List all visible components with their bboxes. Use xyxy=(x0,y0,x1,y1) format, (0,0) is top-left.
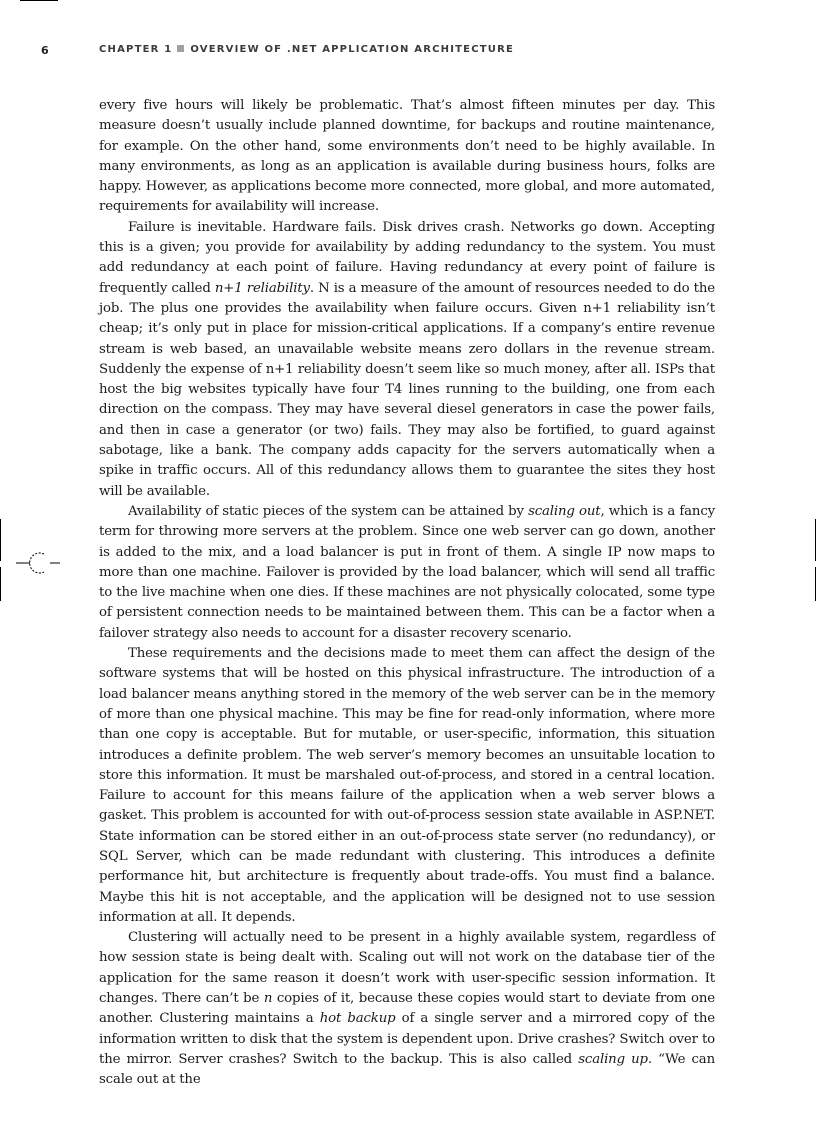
paragraph xyxy=(99,502,715,644)
crop-mark-left xyxy=(0,567,1,601)
paragraph-text: . N is a measure of the amount of resources needed to do the job. The plus one provides the availability when failure occurs. Given n+1 reliability isn’t cheap; it’s only put in place for mission-critical applications. If a company’s entire revenue stream is web based, an unavailable website means zero dollars in the revenue stream. Suddenly the expense of n+1 reliability doesn’t seem like so much money, after all. ISPs that host the big websites typically have four T4 lines running to the building, one from each direction on the compass. They may have several diesel generators in case the power fails, and then in case a generator (or two) fails. They may also be fortified, to guard against sabotage, like a bank. The company adds capacity for the servers automatically when a spike in traffic occurs. All of this redundancy allows them to guarantee the sites they host will be available. xyxy=(99,280,715,499)
chapter-title: OVERVIEW OF .NET APPLICATION ARCHITECTURE xyxy=(190,44,515,55)
paragraph xyxy=(99,644,715,928)
crop-mark-top xyxy=(20,0,58,1)
paragraph-text: Availability of static pieces of the system can be attained by xyxy=(128,503,529,519)
paragraph-text: copies of it, because these copies would start to deviate from one another. Clustering maintains a xyxy=(99,991,715,1027)
crop-mark-left xyxy=(0,519,1,561)
paragraph xyxy=(99,218,715,502)
emphasis-text: n+1 reliability xyxy=(214,280,310,296)
emphasis-text: scaling out xyxy=(528,503,601,519)
emphasis-text: scaling up xyxy=(578,1051,648,1067)
paragraph xyxy=(99,928,715,1090)
paragraph-text: . “We can scale out at the xyxy=(99,1051,715,1088)
chapter-heading xyxy=(99,44,514,55)
separator-square-icon xyxy=(177,45,184,52)
paragraph-text: Failure is inevitable. Hardware fails. Disk drives crash. Networks go down. Accepting this is a given; you provide for availability by adding redundancy to the system. You must add redundancy at each point of failure. Having redundancy at every point of failure is frequently called xyxy=(99,219,715,296)
paragraph-text: Clustering will actually need to be present in a highly available system, regardless of how session state is being dealt with. Scaling out will not work on the database tier of the application for the same reason it doesn’t work with user-specific session information. It changes. There can’t be xyxy=(99,930,715,1007)
body-text xyxy=(99,96,715,1091)
emphasis-text: n xyxy=(263,991,273,1007)
paragraph-text: every five hours will likely be problematic. That’s almost fifteen minutes per day. This measure doesn’t usually include planned downtime, for backups and routine maintenance, for example. On the other hand, some environments don’t need to be highly available. In many environments, as long as an application is available during business hours, folks are happy. However, as applications become more connected, more global, and more automated, requirements for availability will increase. xyxy=(99,98,715,215)
paragraph-text: of a single server and a mirrored copy of the information written to disk that the system is dependent upon. Drive crashes? Switch over to the mirror. Server crashes? Switch to the backup. This is also called xyxy=(99,1011,715,1067)
emphasis-text: hot backup xyxy=(319,1011,396,1027)
paragraph-text: , which is a fancy term for throwing more servers at the problem. Since one web server can go down, another is added to the mix, and a load balancer is put in front of them. A single IP now maps to more than one machine. Failover is provided by the load balancer, which will send all traffic to the live machine when one dies. If these machines are not physically colocated, some type of persistent connection needs to be maintained between them. This can be a factor when a failover strategy also needs to account for a disaster recovery scenario. xyxy=(99,503,715,641)
running-head xyxy=(0,42,816,60)
paragraph xyxy=(99,96,715,218)
page-number: 6 xyxy=(41,44,50,57)
chapter-label: CHAPTER 1 xyxy=(99,44,173,55)
registration-mark-icon xyxy=(16,548,62,578)
paragraph-text: These requirements and the decisions made to meet them can affect the design of the software systems that will be hosted on this physical infrastructure. The introduction of a load balancer means anything stored in the memory of the web server can be in the memory of more than one physical machine. This may be fine for read-only information, where more than one copy is acceptable. But for mutable, or user-specific, information, this situation introduces a definite problem. The web server’s memory becomes an unsuitable location to store this information. It must be marshaled out-of-process, and stored in a central location. Failure to account for this means failure of the application when a web server blows a gasket. This problem is accounted for with out-of-process session state available in ASP.NET. State information can be stored either in an out-of-process state server (no redundancy), or SQL Server, which can be made redundant with clustering. This introduces a definite performance hit, but architecture is frequently about trade-offs. You must find a balance. Maybe this hit is not acceptable, and the application will be designed not to use session information at all. It depends. xyxy=(99,646,715,925)
